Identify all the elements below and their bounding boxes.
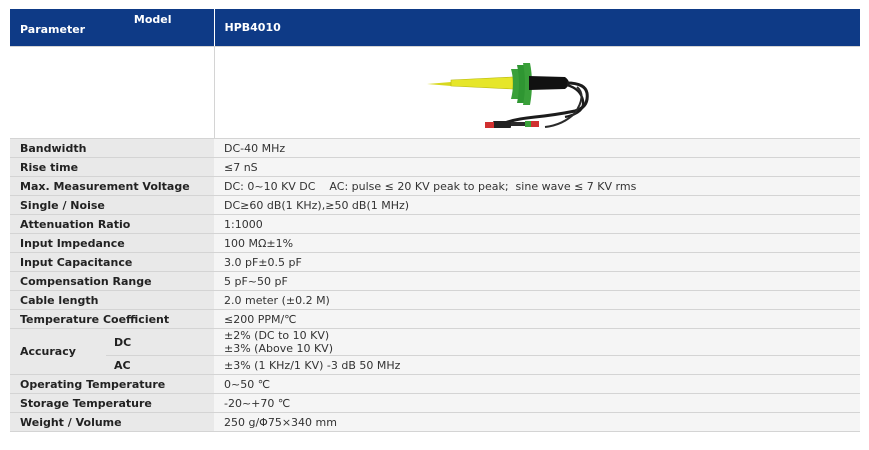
accuracy-ac-row	[10, 356, 860, 375]
image-row-blank	[10, 47, 214, 139]
spec-label: Input Capacitance	[10, 253, 214, 272]
spec-value: 0~50 ℃	[214, 375, 860, 394]
spec-label: Storage Temperature	[10, 394, 214, 413]
spec-label: Rise time	[10, 158, 214, 177]
spec-row	[10, 234, 860, 253]
spec-value: 100 MΩ±1%	[214, 234, 860, 253]
accuracy-dc-line2: ±3% (Above 10 KV)	[224, 342, 333, 355]
spec-row	[10, 375, 860, 394]
spec-value: ≤7 nS	[214, 158, 860, 177]
high-voltage-probe-icon	[215, 47, 861, 138]
spec-value: DC≥60 dB(1 KHz),≥50 dB(1 MHz)	[214, 196, 860, 215]
spec-value: 2.0 meter (±0.2 M)	[214, 291, 860, 310]
spec-row	[10, 310, 860, 329]
accuracy-dc-line1: ±2% (DC to 10 KV)	[224, 329, 330, 342]
spec-row	[10, 177, 860, 196]
spec-label: Operating Temperature	[10, 375, 214, 394]
accuracy-ac-label: AC	[106, 356, 214, 375]
accuracy-dc-row	[10, 329, 860, 356]
spec-row	[10, 394, 860, 413]
spec-table	[10, 9, 860, 432]
spec-label: Single / Noise	[10, 196, 214, 215]
spec-value: 1:1000	[214, 215, 860, 234]
image-row	[10, 47, 860, 139]
spec-label: Temperature Coefficient	[10, 310, 214, 329]
spec-value: 250 g/Φ75×340 mm	[214, 413, 860, 432]
header-diagonal-cell	[10, 9, 214, 47]
spec-value: 5 pF~50 pF	[214, 272, 860, 291]
model-header-label: Model	[133, 13, 172, 26]
spec-row	[10, 215, 860, 234]
spec-label: Weight / Volume	[10, 413, 214, 432]
header-row	[10, 9, 860, 47]
spec-row	[10, 291, 860, 310]
spec-row	[10, 272, 860, 291]
spec-value: -20~+70 ℃	[214, 394, 860, 413]
spec-value: DC-40 MHz	[214, 139, 860, 158]
spec-row	[10, 196, 860, 215]
spec-row	[10, 413, 860, 432]
spec-row	[10, 158, 860, 177]
spec-value: ≤200 PPM/℃	[214, 310, 860, 329]
spec-label: Bandwidth	[10, 139, 214, 158]
probe-image-cell	[214, 47, 860, 139]
accuracy-dc-label: DC	[106, 329, 214, 356]
spec-row	[10, 139, 860, 158]
accuracy-dc-value	[214, 329, 860, 356]
accuracy-label: Accuracy	[10, 329, 106, 375]
parameter-header-label: Parameter	[20, 23, 86, 36]
spec-label: Max. Measurement Voltage	[10, 177, 214, 196]
spec-row	[10, 253, 860, 272]
spec-label: Compensation Range	[10, 272, 214, 291]
spec-value: 3.0 pF±0.5 pF	[214, 253, 860, 272]
model-value: HPB4010	[214, 9, 860, 47]
spec-label: Cable length	[10, 291, 214, 310]
spec-value: DC: 0~10 KV DC AC: pulse ≤ 20 KV peak to peak; sine wave ≤ 7 KV rms	[214, 177, 860, 196]
spec-label: Attenuation Ratio	[10, 215, 214, 234]
accuracy-ac-value: ±3% (1 KHz/1 KV) -3 dB 50 MHz	[214, 356, 860, 375]
spec-label: Input Impedance	[10, 234, 214, 253]
